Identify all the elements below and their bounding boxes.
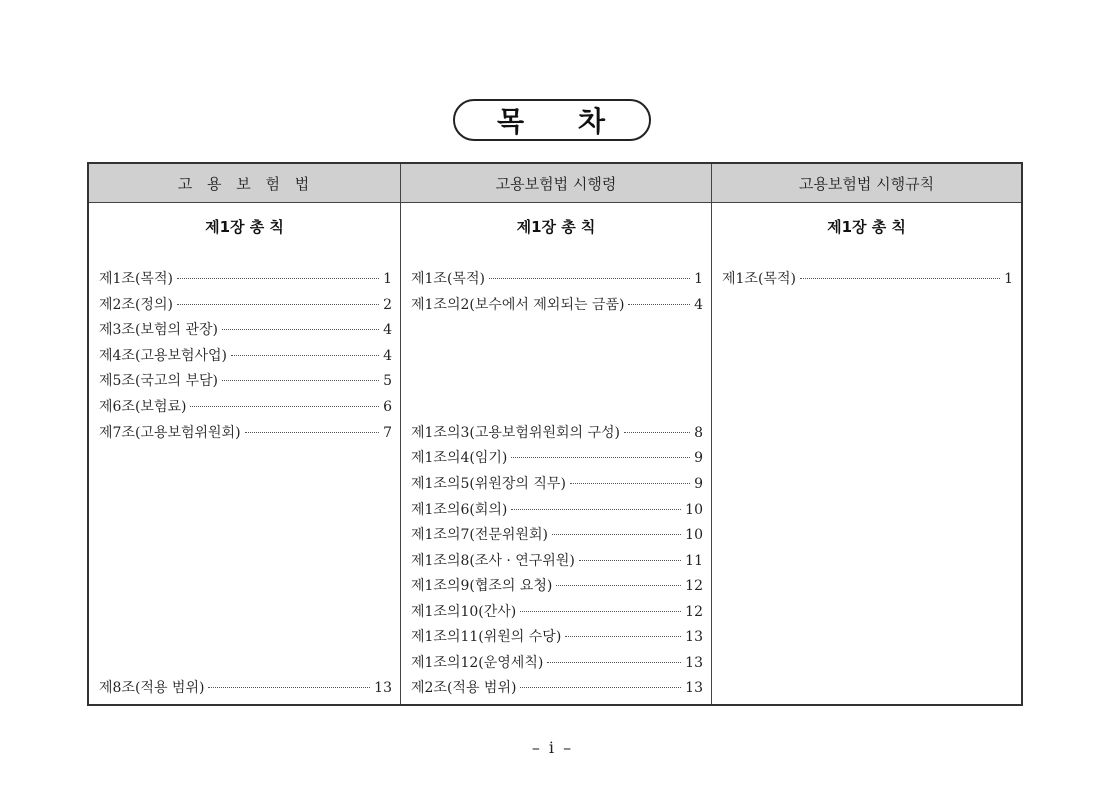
toc-entry-label: 제1조(목적) — [722, 271, 796, 287]
toc-entry-page: 13 — [685, 629, 703, 645]
column-decree-chapter: 제1장 총 칙 — [516, 218, 596, 236]
toc-entry-page: 10 — [685, 502, 703, 518]
toc-entry-label: 제1조의9(협조의 요청) — [411, 578, 553, 594]
dot-leader — [547, 662, 681, 663]
toc-entry-label: 제6조(보험료) — [99, 399, 187, 415]
toc-entry-label: 제1조(목적) — [99, 271, 173, 287]
toc-entry-label: 제1조의4(임기) — [411, 450, 508, 466]
toc-entry-label: 제1조의3(고용보험위원회의 구성) — [411, 425, 620, 441]
toc-entry-page: 1 — [694, 271, 703, 287]
toc-entry[interactable] — [411, 473, 703, 495]
column-act-heading: 고 용 보 험 법 — [89, 164, 400, 203]
toc-entry-page: 10 — [685, 527, 703, 543]
dot-leader — [511, 457, 690, 458]
toc-entry[interactable] — [411, 499, 703, 521]
dot-leader — [177, 304, 379, 305]
toc-entry-label: 제7조(고용보험위원회) — [99, 425, 241, 441]
toc-entry-label: 제1조의11(위원의 수당) — [411, 629, 562, 645]
toc-entry-label: 제5조(국고의 부담) — [99, 373, 218, 389]
toc-entry-label: 제4조(고용보험사업) — [99, 348, 228, 364]
toc-entry[interactable] — [722, 268, 1013, 290]
dot-leader — [231, 355, 379, 356]
dot-leader — [556, 585, 681, 586]
toc-entry-page: 1 — [383, 271, 392, 287]
toc-entry-page: 8 — [694, 425, 703, 441]
toc-entry-label: 제1조의10(간사) — [411, 604, 517, 620]
toc-entry[interactable] — [411, 575, 703, 597]
toc-entry[interactable] — [411, 422, 703, 444]
toc-entry-label: 제1조의8(조사 · 연구위원) — [411, 553, 575, 569]
toc-entry-page: 7 — [383, 425, 392, 441]
toc-entry[interactable] — [99, 422, 392, 444]
toc-entry-label: 제1조의6(회의) — [411, 502, 508, 518]
toc-entry-label: 제8조(적용 범위) — [99, 680, 205, 696]
dot-leader — [570, 483, 690, 484]
toc-entry-label: 제1조의5(위원장의 직무) — [411, 476, 566, 492]
toc-entry[interactable] — [411, 626, 703, 648]
toc-entry-page: 6 — [383, 399, 392, 415]
toc-entry[interactable] — [411, 677, 703, 699]
toc-entry-page: 4 — [694, 297, 703, 313]
toc-entry[interactable] — [411, 294, 703, 316]
column-rules-chapter: 제1장 총 칙 — [827, 218, 906, 236]
toc-entry[interactable] — [411, 601, 703, 623]
toc-entry-label: 제1조의7(전문위원회) — [411, 527, 548, 543]
dot-leader — [190, 406, 379, 407]
toc-entry[interactable] — [99, 294, 392, 316]
column-decree-heading: 고용보험법 시행령 — [401, 164, 711, 203]
toc-entry[interactable] — [411, 652, 703, 674]
dot-leader — [552, 534, 681, 535]
toc-entry[interactable] — [99, 268, 392, 290]
toc-entry[interactable] — [411, 550, 703, 572]
dot-leader — [208, 687, 370, 688]
toc-title-left: 목 — [496, 105, 526, 138]
toc-entry-page: 9 — [694, 476, 703, 492]
toc-title-right: 차 — [578, 105, 608, 138]
dot-leader — [222, 380, 379, 381]
dot-leader — [222, 329, 379, 330]
toc-title-box — [453, 99, 651, 141]
toc-entry-page: 13 — [685, 680, 703, 696]
toc-entry-page: 9 — [694, 450, 703, 466]
dot-leader — [245, 432, 380, 433]
column-decree — [400, 164, 711, 704]
dot-leader — [565, 636, 681, 637]
dot-leader — [624, 432, 690, 433]
toc-entry[interactable] — [99, 677, 392, 699]
toc-entry-page: 4 — [383, 348, 392, 364]
dot-leader — [511, 509, 681, 510]
toc-entry-page: 12 — [685, 578, 703, 594]
column-rules-heading: 고용보험법 시행규칙 — [712, 164, 1021, 203]
dot-leader — [579, 560, 681, 561]
toc-entry[interactable] — [411, 447, 703, 469]
toc-entry-page: 2 — [383, 297, 392, 313]
toc-entry[interactable] — [411, 268, 703, 290]
toc-entry[interactable] — [99, 345, 392, 367]
toc-entry-label: 제2조(적용 범위) — [411, 680, 517, 696]
toc-entry-label: 제3조(보험의 관장) — [99, 322, 218, 338]
toc-entry-page: 13 — [685, 655, 703, 671]
dot-leader — [177, 278, 379, 279]
column-act — [89, 164, 400, 704]
toc-entry[interactable] — [99, 319, 392, 341]
dot-leader — [489, 278, 690, 279]
column-rules — [711, 164, 1021, 704]
page-number: – i – — [531, 738, 574, 757]
dot-leader — [800, 278, 1000, 279]
toc-entry-page: 4 — [383, 322, 392, 338]
dot-leader — [520, 611, 681, 612]
toc-entry-label: 제1조(목적) — [411, 271, 485, 287]
toc-entry[interactable] — [99, 370, 392, 392]
toc-entry-label: 제1조의2(보수에서 제외되는 금품) — [411, 297, 625, 313]
dot-leader — [628, 304, 690, 305]
toc-entry-label: 제2조(정의) — [99, 297, 173, 313]
toc-entry-page: 12 — [685, 604, 703, 620]
column-act-chapter: 제1장 총 칙 — [205, 218, 284, 236]
dot-leader — [520, 687, 681, 688]
toc-entry-page: 1 — [1004, 271, 1013, 287]
toc-entry[interactable] — [99, 396, 392, 418]
toc-entry-label: 제1조의12(운영세칙) — [411, 655, 544, 671]
toc-entry-page: 13 — [374, 680, 392, 696]
toc-table — [87, 162, 1023, 706]
toc-entry[interactable] — [411, 524, 703, 546]
toc-entry-page: 11 — [685, 553, 703, 569]
toc-entry-page: 5 — [383, 373, 392, 389]
